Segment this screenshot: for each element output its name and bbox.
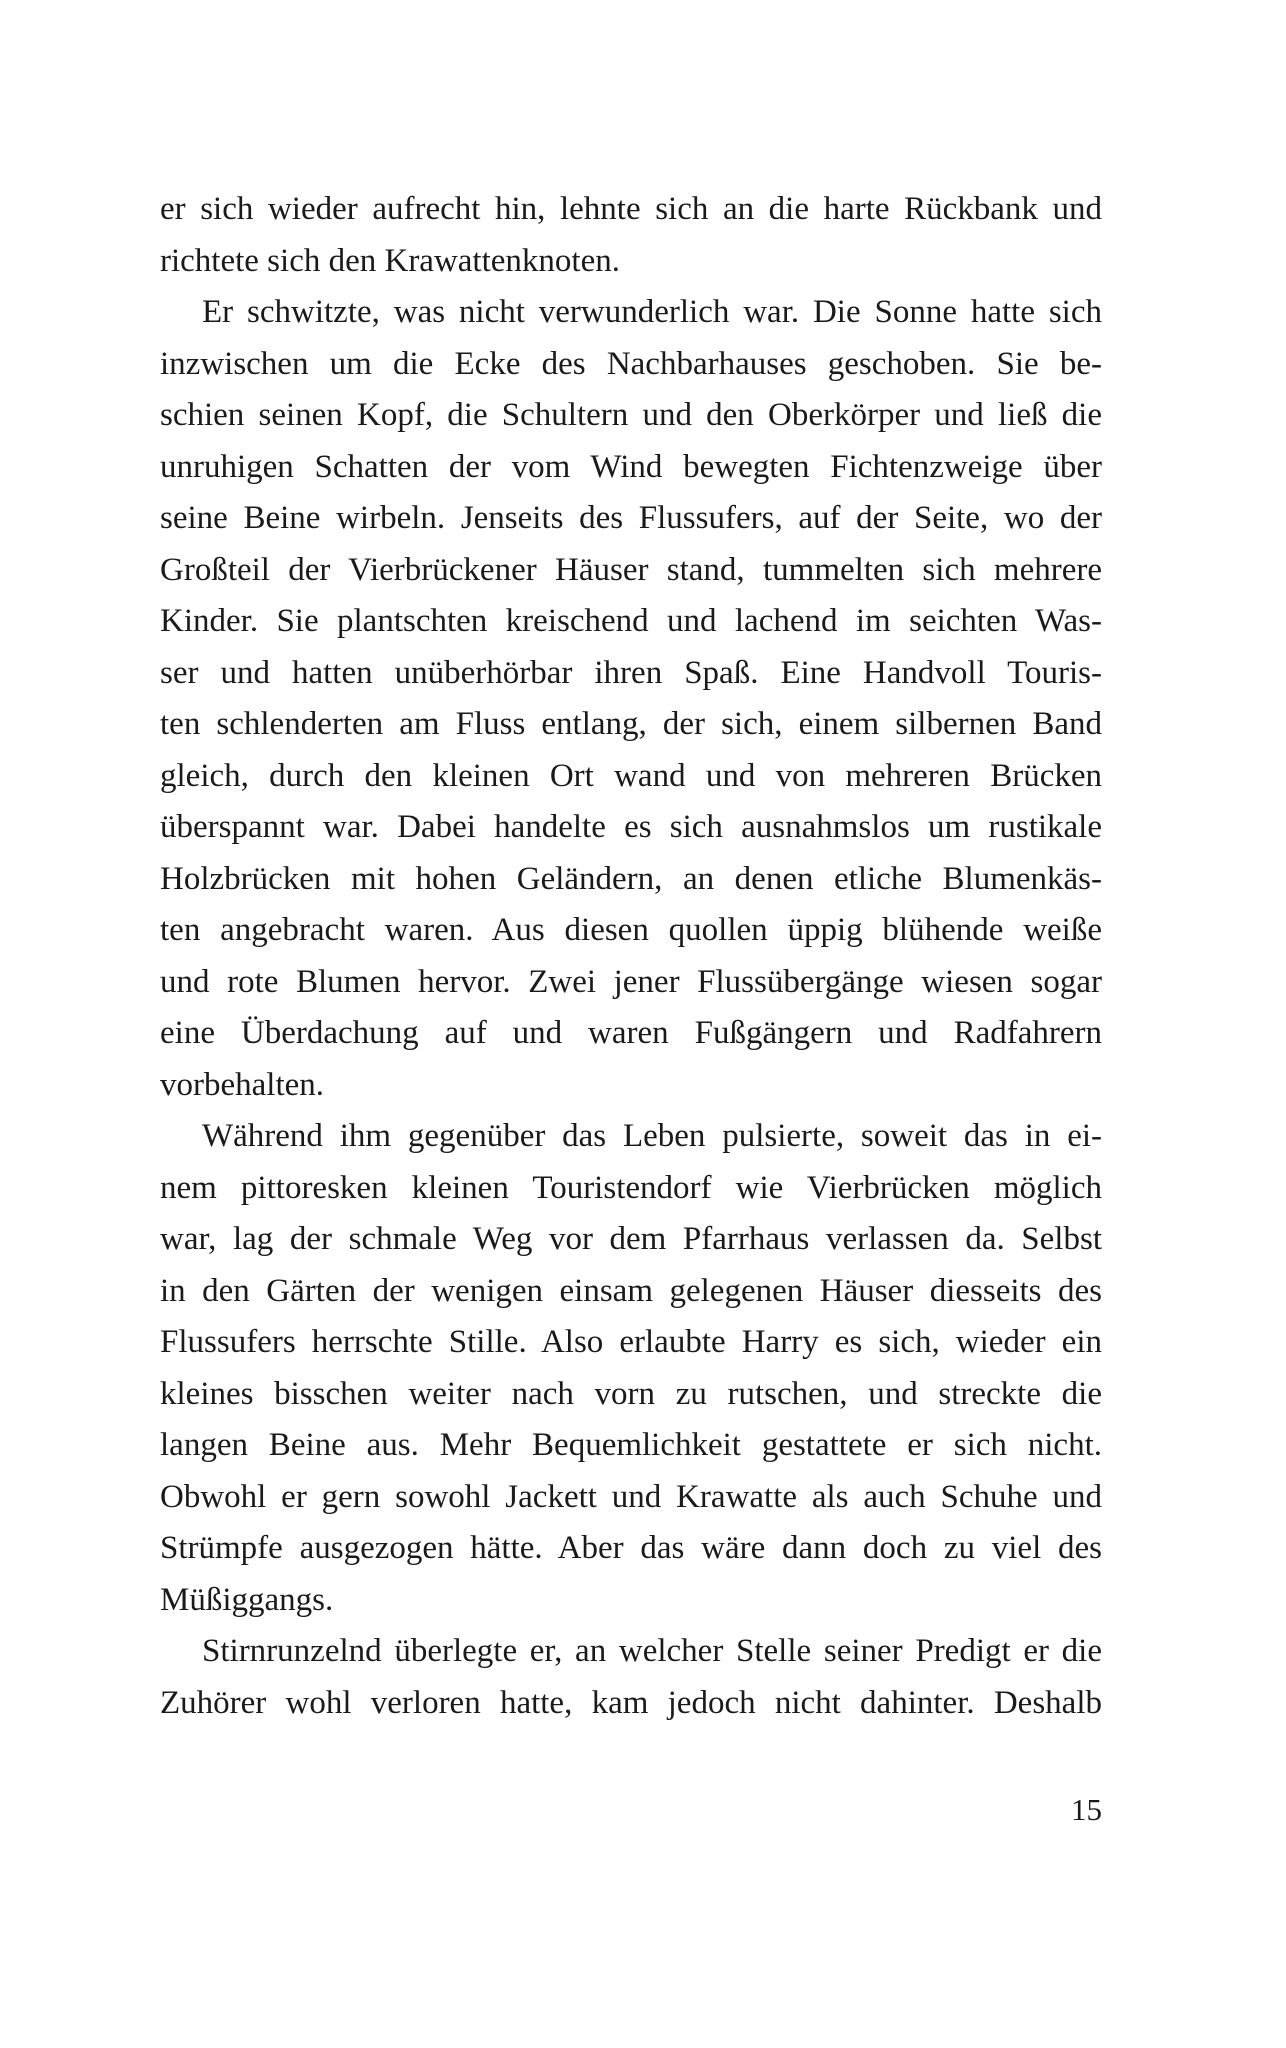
page-number: 15	[1071, 1792, 1102, 1827]
text-line: unruhigen Schatten der vom Wind bewegten Fichtenzweige über	[160, 448, 1102, 485]
text-line: kleines bisschen weiter nach vorn zu rutschen, und streckte die	[160, 1375, 1102, 1412]
text-line: Zuhörer wohl verloren hatte, kam jedoch nicht dahinter. Deshalb	[160, 1684, 1102, 1721]
text-line: Strümpfe ausgezogen hätte. Aber das wäre dann doch zu viel des	[160, 1530, 1102, 1566]
text-line: ser und hatten unüberhörbar ihren Spaß. Eine Handvoll Touris-	[160, 654, 1102, 691]
text-line: eine Überdachung auf und waren Fußgängern und Radfahrern	[160, 1015, 1102, 1051]
text-line: schien seinen Kopf, die Schultern und den Oberkörper und ließ die	[160, 397, 1102, 433]
text-line: war, lag der schmale Weg vor dem Pfarrhaus verlassen da. Selbst	[160, 1221, 1102, 1257]
text-line: in den Gärten der wenigen einsam gelegenen Häuser diesseits des	[160, 1272, 1102, 1309]
text-line: Holzbrücken mit hohen Geländern, an denen etliche Blumenkäs-	[160, 860, 1102, 897]
text-line: inzwischen um die Ecke des Nachbarhauses geschoben. Sie be-	[160, 345, 1102, 382]
text-line: Großteil der Vierbrückener Häuser stand, tummelten sich mehrere	[160, 551, 1102, 588]
text-line: richtete sich den Krawattenknoten.	[160, 242, 620, 279]
text-line: Kinder. Sie plantschten kreischend und lachend im seichten Was-	[160, 603, 1102, 639]
text-line: überspannt war. Dabei handelte es sich ausnahmslos um rustikale	[160, 809, 1102, 845]
body-text	[160, 184, 1102, 1729]
text-line: Flussufers herrschte Stille. Also erlaubte Harry es sich, wieder ein	[160, 1324, 1102, 1360]
text-line: vorbehalten.	[160, 1066, 325, 1103]
text-line: ten angebracht waren. Aus diesen quollen üppig blühende weiße	[160, 912, 1102, 948]
text-line: Während ihm gegenüber das Leben pulsierte, soweit das in ei-	[202, 1118, 1102, 1154]
text-line: seine Beine wirbeln. Jenseits des Flussufers, auf der Seite, wo der	[160, 500, 1102, 536]
text-line: und rote Blumen hervor. Zwei jener Flussübergänge wiesen sogar	[160, 963, 1102, 1000]
text-line: langen Beine aus. Mehr Bequemlichkeit gestattete er sich nicht.	[160, 1427, 1102, 1463]
text-line: Obwohl er gern sowohl Jackett und Krawatte als auch Schuhe und	[160, 1478, 1102, 1515]
text-line: Müßiggangs.	[160, 1581, 334, 1618]
text-line: ten schlenderten am Fluss entlang, der sich, einem silbernen Band	[160, 706, 1102, 742]
text-line: er sich wieder aufrecht hin, lehnte sich an die harte Rückbank und	[160, 191, 1102, 227]
text-line: gleich, durch den kleinen Ort wand und von mehreren Brücken	[160, 757, 1102, 794]
text-line: nem pittoresken kleinen Touristendorf wie Vierbrücken möglich	[160, 1169, 1102, 1206]
text-line: Er schwitzte, was nicht verwunderlich war. Die Sonne hatte sich	[202, 294, 1102, 330]
text-line: Stirnrunzelnd überlegte er, an welcher Stelle seiner Predigt er die	[202, 1633, 1102, 1669]
